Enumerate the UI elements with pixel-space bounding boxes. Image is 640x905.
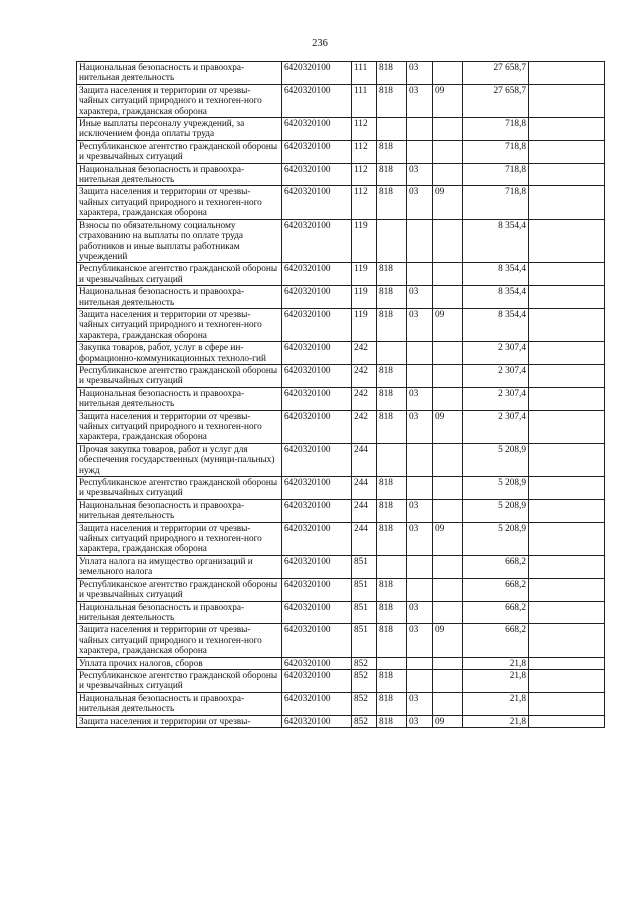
row-amount-cell: 21,8 — [463, 692, 529, 715]
row-amount-cell: 668,2 — [463, 624, 529, 657]
row-name-cell: Национальная безопасность и правоохра-нительная деятельность — [77, 62, 282, 85]
row-department-cell: 818 — [377, 499, 407, 522]
row-amount-cell: 718,8 — [463, 118, 529, 141]
row-expense-type-cell: 851 — [352, 624, 377, 657]
table-row — [77, 263, 605, 286]
row-name-cell: Республиканское агентство гражданской обороны и чрезвычайных ситуаций — [77, 140, 282, 163]
row-subsection-cell — [433, 219, 463, 263]
row-section-cell: 03 — [407, 624, 433, 657]
row-subsection-cell — [433, 443, 463, 476]
row-subsection-cell: 09 — [433, 715, 463, 727]
table-row — [77, 286, 605, 309]
row-section-cell: 03 — [407, 410, 433, 443]
row-subsection-cell: 09 — [433, 186, 463, 219]
row-department-cell: 818 — [377, 163, 407, 186]
row-extra-cell — [529, 601, 605, 624]
row-subsection-cell — [433, 555, 463, 578]
table-row — [77, 308, 605, 341]
row-section-cell: 03 — [407, 308, 433, 341]
row-name-cell: Защита населения и территории от чрезвы-чайных ситуаций природного и техноген-ного характера, гражданская оборона — [77, 308, 282, 341]
row-department-cell: 818 — [377, 186, 407, 219]
row-extra-cell — [529, 219, 605, 263]
row-extra-cell — [529, 286, 605, 309]
table-row — [77, 186, 605, 219]
row-expense-type-cell: 244 — [352, 522, 377, 555]
row-target-article-cell: 6420320100 — [282, 84, 352, 117]
row-section-cell — [407, 657, 433, 669]
table-row — [77, 555, 605, 578]
row-department-cell: 818 — [377, 263, 407, 286]
row-target-article-cell: 6420320100 — [282, 62, 352, 85]
row-target-article-cell: 6420320100 — [282, 669, 352, 692]
row-section-cell — [407, 263, 433, 286]
row-section-cell — [407, 219, 433, 263]
row-extra-cell — [529, 140, 605, 163]
row-expense-type-cell: 851 — [352, 578, 377, 601]
row-subsection-cell — [433, 477, 463, 500]
row-section-cell: 03 — [407, 601, 433, 624]
row-expense-type-cell: 242 — [352, 410, 377, 443]
table-row — [77, 342, 605, 365]
row-extra-cell — [529, 62, 605, 85]
table-row — [77, 578, 605, 601]
row-subsection-cell: 09 — [433, 410, 463, 443]
row-expense-type-cell: 852 — [352, 715, 377, 727]
row-name-cell: Национальная безопасность и правоохра-нительная деятельность — [77, 163, 282, 186]
row-target-article-cell: 6420320100 — [282, 601, 352, 624]
row-name-cell: Республиканское агентство гражданской обороны и чрезвычайных ситуаций — [77, 263, 282, 286]
row-subsection-cell — [433, 286, 463, 309]
row-section-cell: 03 — [407, 186, 433, 219]
row-expense-type-cell: 112 — [352, 186, 377, 219]
row-target-article-cell: 6420320100 — [282, 477, 352, 500]
row-section-cell — [407, 118, 433, 141]
row-subsection-cell — [433, 364, 463, 387]
table-row — [77, 443, 605, 476]
row-expense-type-cell: 119 — [352, 263, 377, 286]
row-expense-type-cell: 242 — [352, 364, 377, 387]
row-amount-cell: 5 208,9 — [463, 477, 529, 500]
row-department-cell: 818 — [377, 578, 407, 601]
row-department-cell — [377, 443, 407, 476]
row-target-article-cell: 6420320100 — [282, 578, 352, 601]
row-extra-cell — [529, 522, 605, 555]
row-extra-cell — [529, 555, 605, 578]
row-section-cell: 03 — [407, 84, 433, 117]
row-amount-cell: 8 354,4 — [463, 286, 529, 309]
row-name-cell: Защита населения и территории от чрезвы- — [77, 715, 282, 727]
row-department-cell: 818 — [377, 140, 407, 163]
row-department-cell: 818 — [377, 308, 407, 341]
table-row — [77, 118, 605, 141]
table-row — [77, 715, 605, 727]
row-target-article-cell: 6420320100 — [282, 118, 352, 141]
row-extra-cell — [529, 578, 605, 601]
table-row — [77, 477, 605, 500]
table-row — [77, 624, 605, 657]
table-row — [77, 364, 605, 387]
row-department-cell — [377, 118, 407, 141]
row-department-cell: 818 — [377, 715, 407, 727]
row-amount-cell: 668,2 — [463, 601, 529, 624]
row-amount-cell: 21,8 — [463, 669, 529, 692]
row-amount-cell: 2 307,4 — [463, 364, 529, 387]
table-row — [77, 499, 605, 522]
row-amount-cell: 5 208,9 — [463, 443, 529, 476]
row-department-cell: 818 — [377, 84, 407, 117]
row-expense-type-cell: 119 — [352, 286, 377, 309]
row-section-cell: 03 — [407, 522, 433, 555]
row-amount-cell: 5 208,9 — [463, 499, 529, 522]
row-expense-type-cell: 852 — [352, 692, 377, 715]
row-target-article-cell: 6420320100 — [282, 443, 352, 476]
row-expense-type-cell: 111 — [352, 84, 377, 117]
row-expense-type-cell: 119 — [352, 308, 377, 341]
row-name-cell: Закупка товаров, работ, услуг в сфере ин-формационно-коммуникационных техноло-гий — [77, 342, 282, 365]
row-expense-type-cell: 242 — [352, 342, 377, 365]
row-subsection-cell — [433, 263, 463, 286]
row-target-article-cell: 6420320100 — [282, 219, 352, 263]
row-name-cell: Защита населения и территории от чрезвы-чайных ситуаций природного и техноген-ного характера, гражданская оборона — [77, 410, 282, 443]
row-department-cell: 818 — [377, 601, 407, 624]
table-row — [77, 140, 605, 163]
table-row — [77, 387, 605, 410]
row-extra-cell — [529, 308, 605, 341]
row-amount-cell: 21,8 — [463, 715, 529, 727]
row-target-article-cell: 6420320100 — [282, 499, 352, 522]
row-amount-cell: 21,8 — [463, 657, 529, 669]
row-section-cell: 03 — [407, 62, 433, 85]
row-section-cell — [407, 477, 433, 500]
row-target-article-cell: 6420320100 — [282, 657, 352, 669]
row-expense-type-cell: 244 — [352, 477, 377, 500]
row-section-cell — [407, 342, 433, 365]
row-department-cell — [377, 342, 407, 365]
table-row — [77, 62, 605, 85]
table-row — [77, 163, 605, 186]
row-expense-type-cell: 852 — [352, 669, 377, 692]
row-target-article-cell: 6420320100 — [282, 140, 352, 163]
row-section-cell — [407, 578, 433, 601]
row-section-cell: 03 — [407, 163, 433, 186]
row-name-cell: Защита населения и территории от чрезвы-чайных ситуаций природного и техноген-ного характера, гражданская оборона — [77, 186, 282, 219]
row-name-cell: Уплата налога на имущество организаций и земельного налога — [77, 555, 282, 578]
row-amount-cell: 2 307,4 — [463, 342, 529, 365]
row-amount-cell: 2 307,4 — [463, 387, 529, 410]
row-target-article-cell: 6420320100 — [282, 555, 352, 578]
row-section-cell — [407, 555, 433, 578]
row-extra-cell — [529, 387, 605, 410]
row-expense-type-cell: 851 — [352, 555, 377, 578]
row-department-cell — [377, 219, 407, 263]
row-name-cell: Национальная безопасность и правоохра-нительная деятельность — [77, 692, 282, 715]
row-extra-cell — [529, 186, 605, 219]
row-amount-cell: 27 658,7 — [463, 84, 529, 117]
row-section-cell: 03 — [407, 387, 433, 410]
row-department-cell: 818 — [377, 286, 407, 309]
row-target-article-cell: 6420320100 — [282, 364, 352, 387]
row-name-cell: Республиканское агентство гражданской обороны и чрезвычайных ситуаций — [77, 477, 282, 500]
row-subsection-cell — [433, 669, 463, 692]
row-department-cell: 818 — [377, 522, 407, 555]
budget-table — [76, 61, 605, 728]
row-department-cell: 818 — [377, 410, 407, 443]
row-extra-cell — [529, 410, 605, 443]
table-row — [77, 692, 605, 715]
row-target-article-cell: 6420320100 — [282, 286, 352, 309]
row-subsection-cell — [433, 692, 463, 715]
row-subsection-cell — [433, 118, 463, 141]
row-amount-cell: 8 354,4 — [463, 308, 529, 341]
row-extra-cell — [529, 499, 605, 522]
row-name-cell: Республиканское агентство гражданской обороны и чрезвычайных ситуаций — [77, 669, 282, 692]
row-department-cell: 818 — [377, 62, 407, 85]
row-expense-type-cell: 242 — [352, 387, 377, 410]
row-amount-cell: 718,8 — [463, 140, 529, 163]
row-name-cell: Национальная безопасность и правоохра-нительная деятельность — [77, 499, 282, 522]
row-extra-cell — [529, 263, 605, 286]
row-target-article-cell: 6420320100 — [282, 186, 352, 219]
row-extra-cell — [529, 443, 605, 476]
row-section-cell: 03 — [407, 692, 433, 715]
row-subsection-cell: 09 — [433, 84, 463, 117]
table-row — [77, 219, 605, 263]
row-subsection-cell — [433, 62, 463, 85]
row-department-cell: 818 — [377, 387, 407, 410]
row-section-cell: 03 — [407, 286, 433, 309]
table-row — [77, 84, 605, 117]
row-department-cell: 818 — [377, 364, 407, 387]
row-extra-cell — [529, 715, 605, 727]
table-row — [77, 601, 605, 624]
row-name-cell: Республиканское агентство гражданской обороны и чрезвычайных ситуаций — [77, 578, 282, 601]
table-row — [77, 669, 605, 692]
row-amount-cell: 2 307,4 — [463, 410, 529, 443]
row-name-cell: Республиканское агентство гражданской обороны и чрезвычайных ситуаций — [77, 364, 282, 387]
row-expense-type-cell: 112 — [352, 118, 377, 141]
row-subsection-cell: 09 — [433, 522, 463, 555]
row-amount-cell: 718,8 — [463, 163, 529, 186]
row-amount-cell: 668,2 — [463, 555, 529, 578]
row-department-cell — [377, 555, 407, 578]
row-extra-cell — [529, 342, 605, 365]
row-section-cell: 03 — [407, 715, 433, 727]
table-row — [77, 657, 605, 669]
row-target-article-cell: 6420320100 — [282, 263, 352, 286]
row-subsection-cell — [433, 342, 463, 365]
row-amount-cell: 718,8 — [463, 186, 529, 219]
row-subsection-cell — [433, 140, 463, 163]
row-expense-type-cell: 244 — [352, 443, 377, 476]
row-extra-cell — [529, 163, 605, 186]
row-extra-cell — [529, 624, 605, 657]
row-name-cell: Защита населения и территории от чрезвы-чайных ситуаций природного и техноген-ного характера, гражданская оборона — [77, 522, 282, 555]
row-amount-cell: 8 354,4 — [463, 219, 529, 263]
row-expense-type-cell: 111 — [352, 62, 377, 85]
row-subsection-cell — [433, 499, 463, 522]
row-amount-cell: 8 354,4 — [463, 263, 529, 286]
row-subsection-cell — [433, 163, 463, 186]
page-number: 236 — [312, 38, 328, 49]
row-subsection-cell — [433, 387, 463, 410]
row-section-cell — [407, 669, 433, 692]
row-extra-cell — [529, 477, 605, 500]
table-row — [77, 522, 605, 555]
row-subsection-cell — [433, 601, 463, 624]
row-target-article-cell: 6420320100 — [282, 715, 352, 727]
row-target-article-cell: 6420320100 — [282, 522, 352, 555]
row-expense-type-cell: 852 — [352, 657, 377, 669]
row-expense-type-cell: 112 — [352, 140, 377, 163]
row-target-article-cell: 6420320100 — [282, 308, 352, 341]
row-name-cell: Национальная безопасность и правоохра-нительная деятельность — [77, 286, 282, 309]
row-amount-cell: 668,2 — [463, 578, 529, 601]
row-target-article-cell: 6420320100 — [282, 387, 352, 410]
row-name-cell: Защита населения и территории от чрезвы-чайных ситуаций природного и техноген-ного характера, гражданская оборона — [77, 624, 282, 657]
row-name-cell: Уплата прочих налогов, сборов — [77, 657, 282, 669]
row-department-cell — [377, 657, 407, 669]
row-section-cell — [407, 140, 433, 163]
row-target-article-cell: 6420320100 — [282, 410, 352, 443]
row-name-cell: Прочая закупка товаров, работ и услуг для обеспечения государственных (муници-пальных) нужд — [77, 443, 282, 476]
row-subsection-cell: 09 — [433, 308, 463, 341]
row-section-cell — [407, 364, 433, 387]
row-section-cell: 03 — [407, 499, 433, 522]
row-target-article-cell: 6420320100 — [282, 163, 352, 186]
row-amount-cell: 5 208,9 — [463, 522, 529, 555]
row-target-article-cell: 6420320100 — [282, 342, 352, 365]
row-amount-cell: 27 658,7 — [463, 62, 529, 85]
row-section-cell — [407, 443, 433, 476]
table-row — [77, 410, 605, 443]
row-expense-type-cell: 244 — [352, 499, 377, 522]
table-body — [77, 62, 605, 728]
row-extra-cell — [529, 657, 605, 669]
row-expense-type-cell: 112 — [352, 163, 377, 186]
row-department-cell: 818 — [377, 477, 407, 500]
row-name-cell: Национальная безопасность и правоохра-нительная деятельность — [77, 387, 282, 410]
row-extra-cell — [529, 692, 605, 715]
row-name-cell: Защита населения и территории от чрезвы-чайных ситуаций природного и техноген-ного характера, гражданская оборона — [77, 84, 282, 117]
row-expense-type-cell: 119 — [352, 219, 377, 263]
row-extra-cell — [529, 118, 605, 141]
row-department-cell: 818 — [377, 669, 407, 692]
row-extra-cell — [529, 669, 605, 692]
row-target-article-cell: 6420320100 — [282, 624, 352, 657]
row-target-article-cell: 6420320100 — [282, 692, 352, 715]
row-expense-type-cell: 851 — [352, 601, 377, 624]
row-name-cell: Национальная безопасность и правоохра-нительная деятельность — [77, 601, 282, 624]
row-department-cell: 818 — [377, 692, 407, 715]
row-department-cell: 818 — [377, 624, 407, 657]
row-subsection-cell — [433, 657, 463, 669]
row-extra-cell — [529, 84, 605, 117]
row-subsection-cell: 09 — [433, 624, 463, 657]
row-subsection-cell — [433, 578, 463, 601]
row-name-cell: Взносы по обязательному социальному страхованию на выплаты по оплате труда работников и иные выплаты работникам учреждений — [77, 219, 282, 263]
row-name-cell: Иные выплаты персоналу учреждений, за исключением фонда оплаты труда — [77, 118, 282, 141]
row-extra-cell — [529, 364, 605, 387]
